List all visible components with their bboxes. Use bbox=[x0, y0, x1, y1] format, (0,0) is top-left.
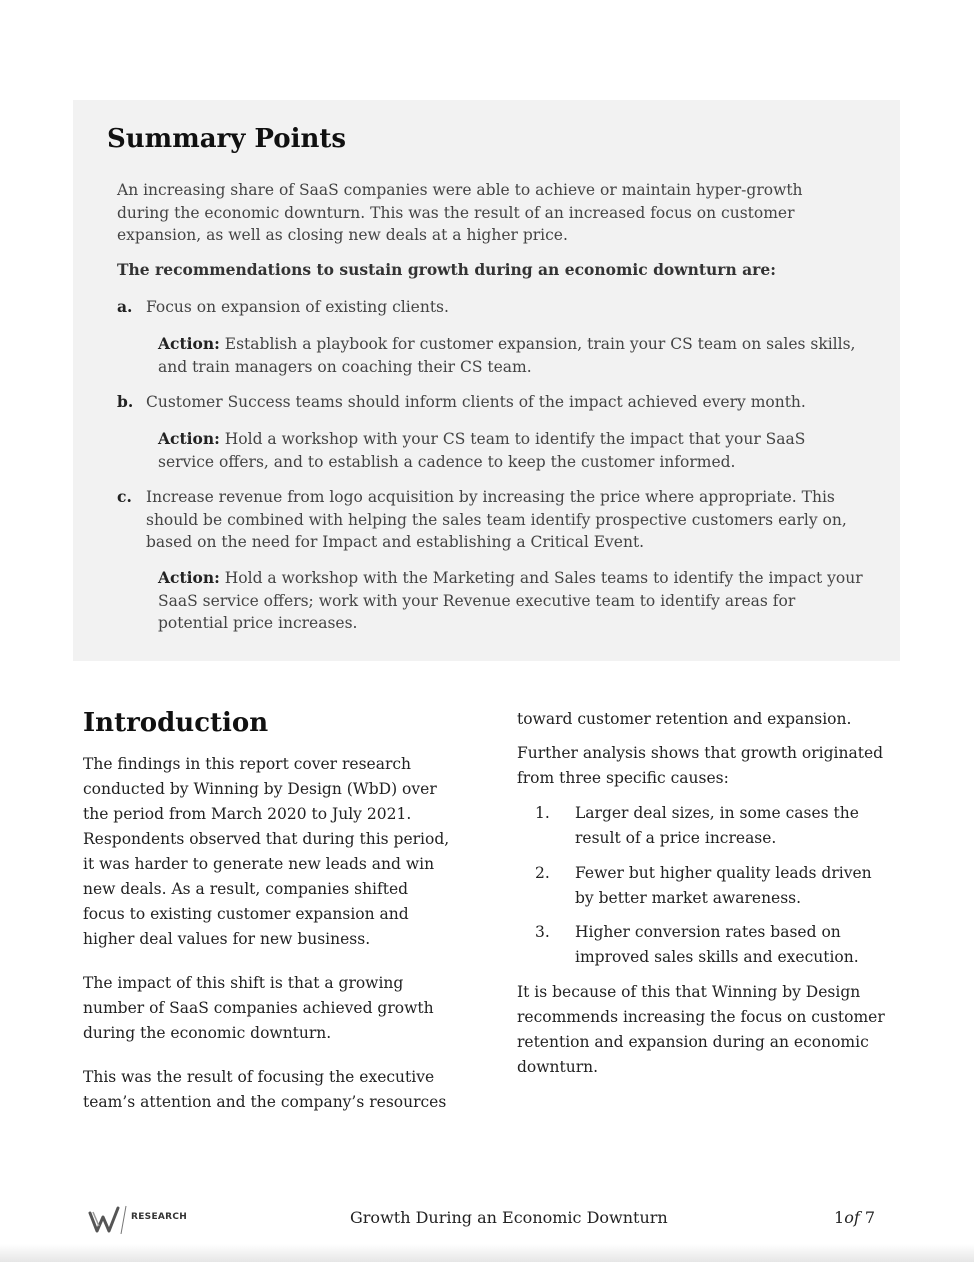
footer-document-title: Growth During an Economic Downturn bbox=[350, 1208, 668, 1227]
action-b bbox=[158, 428, 863, 473]
cause-number: 1. bbox=[535, 804, 550, 822]
cause-number: 3. bbox=[535, 923, 550, 941]
summary-box bbox=[73, 100, 900, 661]
item-letter: c. bbox=[117, 487, 132, 506]
page-current: 1 bbox=[834, 1208, 845, 1227]
page-total: 7 bbox=[864, 1208, 876, 1227]
cause-number: 2. bbox=[535, 864, 550, 882]
intro-paragraph-3: This was the result of focusing the executive team’s attention and the company’s resources bbox=[83, 1068, 447, 1111]
recommendation-item-c bbox=[117, 486, 862, 554]
introduction-title: Introduction bbox=[83, 708, 269, 738]
intro-paragraph-4: Further analysis shows that growth originated from three specific causes: bbox=[517, 744, 884, 787]
intro-paragraph-5: It is because of this that Winning by Design recommends increasing the focus on customer retention and expansion during an economic downturn. bbox=[517, 983, 885, 1076]
recommendation-item-a bbox=[117, 296, 862, 319]
page-number bbox=[834, 1208, 875, 1227]
summary-intro: An increasing share of SaaS companies were able to achieve or maintain hyper-growth during the economic downturn. This was the result of an increased focus on customer expansion, as well as closing new deals at a higher price. bbox=[117, 181, 803, 244]
action-c bbox=[158, 567, 863, 635]
item-letter: a. bbox=[117, 297, 133, 316]
item-text: Customer Success teams should inform clients of the impact achieved every month. bbox=[146, 393, 806, 411]
item-letter: b. bbox=[117, 392, 134, 411]
action-label: Action: bbox=[158, 334, 220, 353]
cause-text: Fewer but higher quality leads driven by better market awareness. bbox=[575, 864, 872, 907]
intro-paragraph-3-continued: toward customer retention and expansion. bbox=[517, 710, 852, 728]
page-of: of bbox=[844, 1208, 860, 1227]
recommendation-item-b bbox=[117, 391, 862, 414]
cause-item-3 bbox=[535, 920, 895, 970]
page-bottom-edge bbox=[0, 1244, 974, 1262]
item-text: Focus on expansion of existing clients. bbox=[146, 298, 449, 316]
action-a bbox=[158, 333, 863, 378]
summary-title: Summary Points bbox=[107, 124, 347, 154]
footer-brand-label: RESEARCH bbox=[131, 1212, 188, 1222]
action-label: Action: bbox=[158, 429, 220, 448]
cause-item-2 bbox=[535, 861, 895, 911]
recommendations-heading: The recommendations to sustain growth during an economic downturn are: bbox=[117, 260, 776, 279]
intro-paragraph-2: The impact of this shift is that a growing number of SaaS companies achieved growth during the economic downturn. bbox=[83, 974, 434, 1042]
action-text: Establish a playbook for customer expansion, train your CS team on sales skills, and train managers on coaching their CS team. bbox=[158, 335, 856, 376]
intro-paragraph-1: The findings in this report cover research conducted by Winning by Design (WbD) over the period from March 2020 to July 2021. Respondents observed that during this period, it was harder to generate new leads and win new deals. As a result, companies shifted focus to existing customer expansion and higher deal values for new business. bbox=[83, 755, 450, 948]
cause-text: Larger deal sizes, in some cases the result of a price increase. bbox=[575, 804, 859, 847]
action-text: Hold a workshop with your CS team to identify the impact that your SaaS service offers, and to establish a cadence to keep the customer informed. bbox=[158, 430, 806, 471]
cause-item-1 bbox=[535, 801, 895, 851]
item-text: Increase revenue from logo acquisition by increasing the price where appropriate. This should be combined with helping the sales team identify prospective customers early on, based on the need for Impact and establishing a Critical Event. bbox=[146, 488, 847, 551]
wbd-logo-icon bbox=[88, 1204, 128, 1234]
action-label: Action: bbox=[158, 568, 220, 587]
cause-text: Higher conversion rates based on improved sales skills and execution. bbox=[575, 923, 859, 966]
action-text: Hold a workshop with the Marketing and Sales teams to identify the impact your SaaS service offers; work with your Revenue executive team to identify areas for potential price increases. bbox=[158, 569, 863, 632]
